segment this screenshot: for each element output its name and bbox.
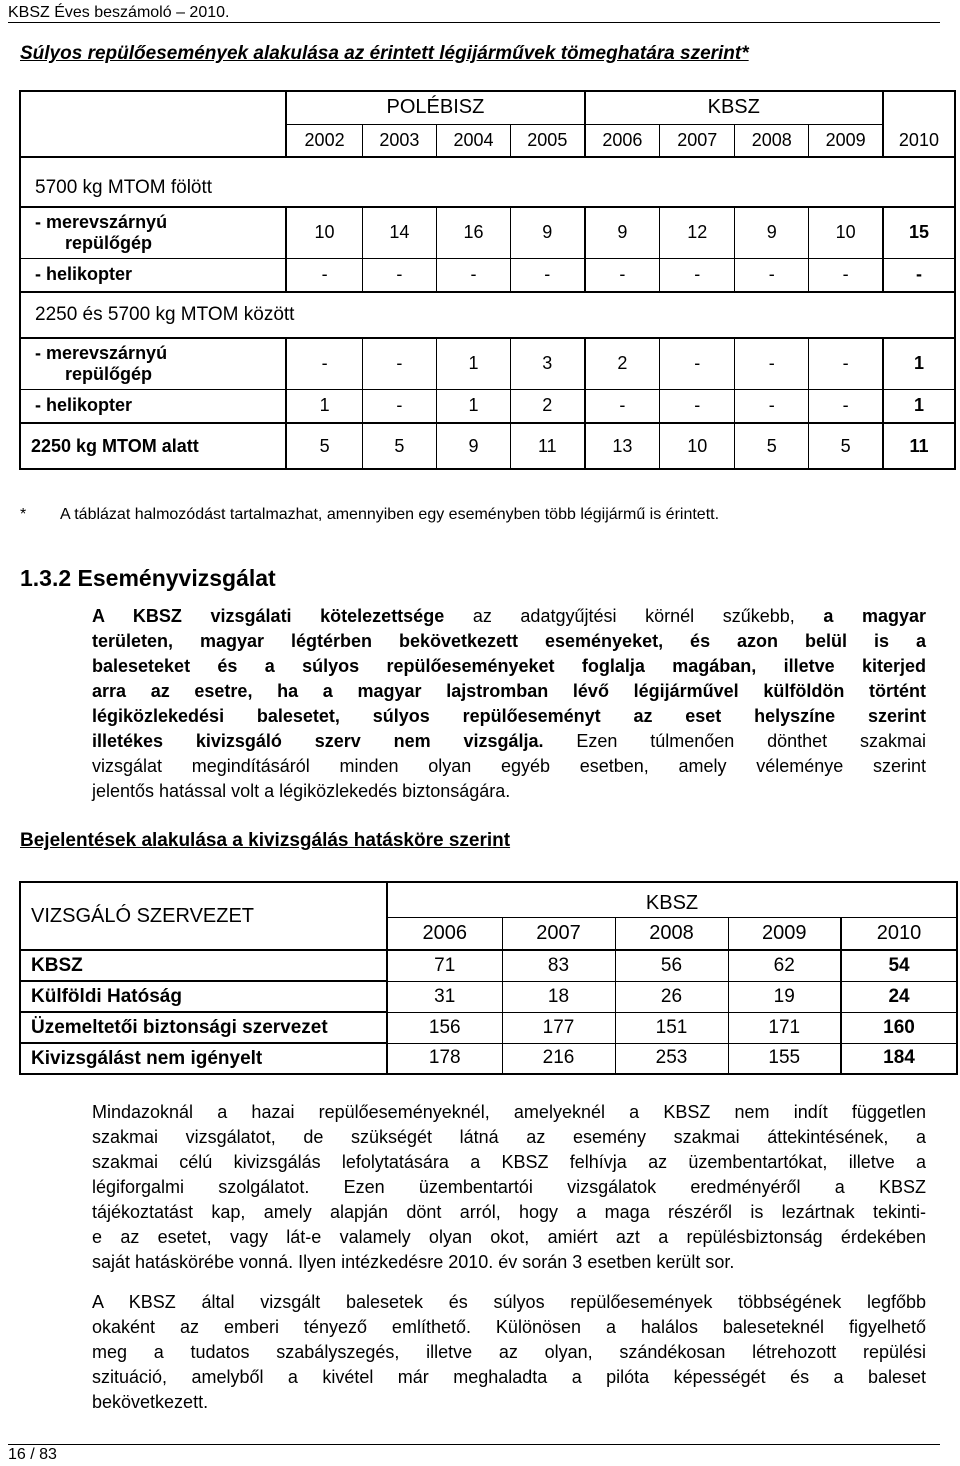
value-cell: 171	[728, 1012, 841, 1043]
value-cell: 156	[387, 1012, 502, 1043]
paragraph-line: légiforgalmi szolgálatot. Ezen üzembentartói vizsgálatok eredményéről a KBSZ	[92, 1177, 926, 1197]
value-cell: 54	[841, 950, 957, 981]
row-label: 2250 kg MTOM alatt	[20, 423, 286, 469]
value-cell: 2	[585, 338, 660, 389]
year-header: 2002	[286, 124, 362, 157]
text-run: vizsgálat megindításáról minden olyan egyéb esetben, amely véleménye szerint	[92, 756, 926, 776]
value-cell: 5	[286, 423, 362, 469]
year-header: 2006	[387, 917, 502, 950]
row-label: - merevszárnyú repülőgép	[20, 338, 286, 389]
org-name: Kivizsgálást nem igényelt	[20, 1043, 387, 1074]
paragraph-line: e az esetet, vagy lát-e valamely olyan okot, amiért azt a repülésbiztonság érdekében	[92, 1227, 926, 1247]
running-header: KBSZ Éves beszámoló – 2010.	[8, 4, 230, 21]
value-cell: -	[660, 258, 735, 292]
year-header: 2007	[502, 917, 615, 950]
subsection-heading: 1.3.2 Eseményvizsgálat	[20, 565, 276, 591]
mtom-table	[19, 90, 956, 470]
group-blank	[883, 91, 955, 124]
footnote-text: A táblázat halmozódást tartalmazhat, amennyiben egy eseményben több légijármű is érintett.	[60, 506, 720, 523]
paragraph-line: szituáció, amelyből a kivétel már meghaladta a pilóta képességét és a baleset	[92, 1367, 926, 1387]
row-label: - merevszárnyú repülőgép	[20, 207, 286, 258]
value-cell: 19	[728, 981, 841, 1012]
value-cell: -	[735, 389, 809, 423]
paragraph-line: szakmai célú kivizsgálás lefolytatására a KBSZ felhívja az üzembentartókat, illetve a	[92, 1152, 926, 1172]
group-kbsz: KBSZ	[387, 882, 957, 917]
value-cell: -	[362, 338, 436, 389]
value-cell: 56	[615, 950, 728, 981]
value-cell: 71	[387, 950, 502, 981]
value-cell: 1	[436, 389, 510, 423]
table1-title: Súlyos repülőesemények alakulása az érintett légijárművek tömeghatára szerint*	[20, 43, 749, 64]
header-blank-cell	[20, 91, 286, 157]
value-cell: 10	[809, 207, 883, 258]
year-header: 2003	[362, 124, 436, 157]
value-cell: 253	[615, 1043, 728, 1074]
value-cell: 184	[841, 1043, 957, 1074]
value-cell: 10	[660, 423, 735, 469]
year-header: 2007	[660, 124, 735, 157]
year-header: 2005	[511, 124, 585, 157]
paragraph-line	[92, 629, 926, 654]
group-polebisz: POLÉBISZ	[286, 91, 584, 124]
value-cell: 5	[735, 423, 809, 469]
value-cell: 155	[728, 1043, 841, 1074]
bold-text: területen, magyar légtérben bekövetkezett eseményeket, és azon belül is a	[92, 631, 926, 651]
org-name: Üzemeltetői biztonsági szervezet	[20, 1012, 387, 1043]
text-run: jelentős hatással volt a légiközlekedés biztonságára.	[92, 781, 511, 801]
org-name: KBSZ	[20, 950, 387, 981]
value-cell: -	[286, 338, 362, 389]
paragraph-line: bekövetkezett.	[92, 1392, 209, 1412]
value-cell: 12	[660, 207, 735, 258]
bold-text: légiközlekedési balesetet, súlyos repülőeseményt az eset helyszíne szerint	[92, 706, 926, 726]
value-cell: 160	[841, 1012, 957, 1043]
value-cell: -	[362, 258, 436, 292]
value-cell: -	[585, 389, 660, 423]
year-header: 2010	[841, 917, 957, 950]
paragraph-line: szakmai vizsgálatot, de szükségét látná az esemény szakmai áttekintésének, a	[92, 1127, 926, 1147]
value-cell: 9	[436, 423, 510, 469]
table2-title: Bejelentések alakulása a kivizsgálás hatásköre szerint	[20, 830, 511, 851]
paragraph-line: saját hatáskörébe vonná. Ilyen intézkedésre 2010. év során 3 esetben került sor.	[92, 1252, 735, 1272]
value-cell: -	[809, 338, 883, 389]
paragraph-investigation	[92, 604, 926, 804]
bold-text: baleseteket és a súlyos repülőeseményeket foglalja magában, illetve kiterjed	[92, 656, 926, 676]
value-cell: 18	[502, 981, 615, 1012]
value-cell: 5	[362, 423, 436, 469]
paragraph-human-factor	[92, 1290, 926, 1415]
paragraph-line	[92, 754, 926, 779]
paragraph-line: A KBSZ által vizsgált balesetek és súlyos repülőesemények többségének legfőbb	[92, 1292, 926, 1312]
value-cell: 16	[436, 207, 510, 258]
group-kbsz: KBSZ	[585, 91, 883, 124]
value-cell: 1	[883, 389, 955, 423]
value-cell: 83	[502, 950, 615, 981]
paragraph-line	[92, 779, 926, 804]
bold-text: A KBSZ vizsgálati kötelezettsége	[92, 606, 445, 626]
value-cell: -	[809, 389, 883, 423]
bold-text: arra az esetre, ha a magyar lajstromban lévő légijárművel külföldön történt	[92, 681, 926, 701]
value-cell: -	[660, 389, 735, 423]
value-cell: -	[660, 338, 735, 389]
value-cell: 9	[511, 207, 585, 258]
value-cell: 9	[585, 207, 660, 258]
section-label: 2250 és 5700 kg MTOM között	[20, 292, 955, 338]
row-label: - helikopter	[20, 389, 286, 423]
year-header: 2009	[809, 124, 883, 157]
footer-rule	[8, 1444, 940, 1445]
header-rule	[8, 22, 940, 23]
value-cell: -	[436, 258, 510, 292]
value-cell: 13	[585, 423, 660, 469]
value-cell: 3	[511, 338, 585, 389]
paragraph-line: okaként az emberi tényező említhető. Különösen a halálos baleseteknél figyelhető	[92, 1317, 926, 1337]
row-label: - helikopter	[20, 258, 286, 292]
value-cell: 62	[728, 950, 841, 981]
year-header: 2006	[585, 124, 660, 157]
page-number: 16 / 83	[8, 1446, 57, 1463]
paragraph-line	[92, 654, 926, 679]
value-cell: 1	[883, 338, 955, 389]
paragraph-line	[92, 604, 926, 629]
paragraph-operator-investigations	[92, 1100, 926, 1275]
paragraph-line	[92, 729, 926, 754]
reports-table	[19, 881, 958, 1075]
value-cell: 1	[436, 338, 510, 389]
value-cell: 24	[841, 981, 957, 1012]
value-cell: 2	[511, 389, 585, 423]
value-cell: 216	[502, 1043, 615, 1074]
year-header: 2004	[436, 124, 510, 157]
value-cell: 1	[286, 389, 362, 423]
value-cell: -	[883, 258, 955, 292]
org-name: Külföldi Hatóság	[20, 981, 387, 1012]
value-cell: 26	[615, 981, 728, 1012]
footnote-star: *	[20, 506, 27, 523]
text-run: az adatgyűjtési körnél szűkebb,	[444, 606, 824, 626]
value-cell: -	[735, 258, 809, 292]
value-cell: 14	[362, 207, 436, 258]
paragraph-line	[92, 704, 926, 729]
value-cell: -	[286, 258, 362, 292]
value-cell: 10	[286, 207, 362, 258]
value-cell: -	[585, 258, 660, 292]
year-header: 2008	[735, 124, 809, 157]
bold-text: illetékes kivizsgáló szerv nem vizsgálja.	[92, 731, 544, 751]
value-cell: -	[735, 338, 809, 389]
value-cell: 5	[809, 423, 883, 469]
value-cell: -	[362, 389, 436, 423]
paragraph-line: tájékoztatást kap, amely alapján dönt arról, hogy a maga részéről is lezártnak tekinti-	[92, 1202, 926, 1222]
value-cell: 15	[883, 207, 955, 258]
bold-text: a magyar	[823, 606, 927, 626]
value-cell: 11	[511, 423, 585, 469]
value-cell: 9	[735, 207, 809, 258]
value-cell: 151	[615, 1012, 728, 1043]
section-label: 5700 kg MTOM fölött	[20, 157, 955, 207]
paragraph-line: meg a tudatos szabályszegés, illetve az olyan, szándékosan létrehozott repülési	[92, 1342, 926, 1362]
paragraph-line	[92, 679, 926, 704]
value-cell: 31	[387, 981, 502, 1012]
value-cell: -	[809, 258, 883, 292]
org-header: VIZSGÁLÓ SZERVEZET	[20, 882, 387, 950]
value-cell: 177	[502, 1012, 615, 1043]
value-cell: 11	[883, 423, 955, 469]
year-header: 2010	[883, 124, 955, 157]
value-cell: -	[511, 258, 585, 292]
year-header: 2008	[615, 917, 728, 950]
year-header: 2009	[728, 917, 841, 950]
text-run: Ezen túlmenően dönthet szakmai	[543, 731, 926, 751]
value-cell: 178	[387, 1043, 502, 1074]
paragraph-line: Mindazoknál a hazai repülőeseményeknél, amelyeknél a KBSZ nem indít független	[92, 1102, 926, 1122]
